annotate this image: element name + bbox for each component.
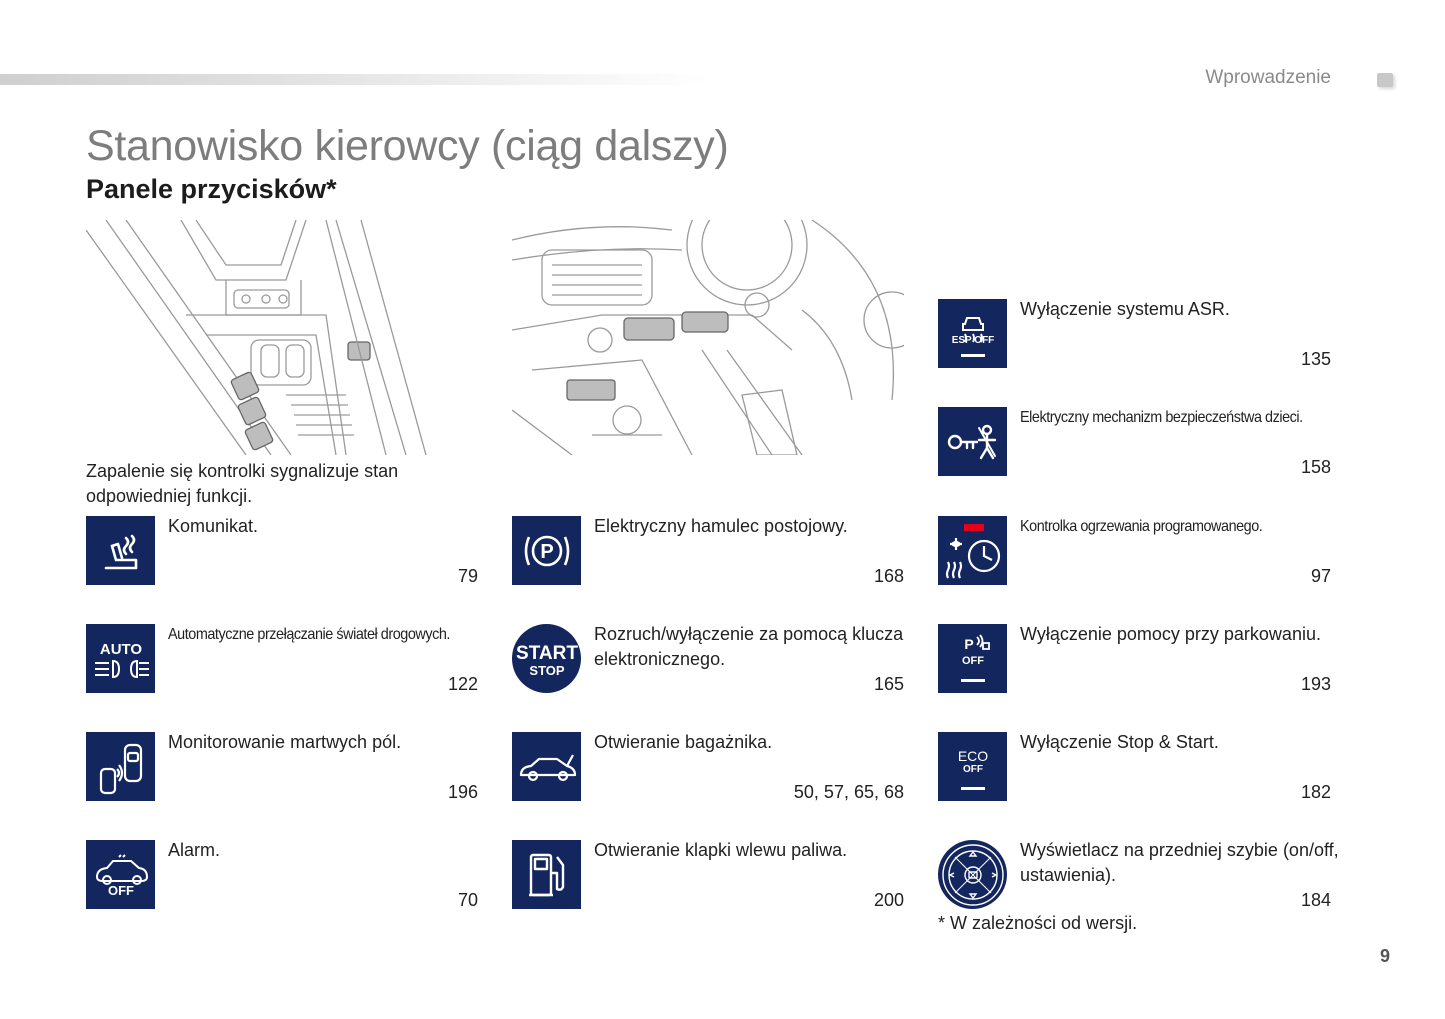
svg-text:START: START [515, 642, 578, 664]
svg-text:OFF: OFF [962, 763, 983, 775]
page-reference: 184 [1300, 890, 1331, 910]
head-up-display-icon [938, 840, 1007, 909]
header-gradient-bar [0, 74, 710, 85]
entry-programmable-heating [938, 516, 1331, 588]
svg-text:OFF: OFF [107, 882, 134, 897]
alarm-off-icon [86, 840, 155, 909]
entry-label: Wyświetlacz na przedniej szybie (on/off, ustawienia). [1020, 840, 1339, 885]
page-reference: 168 [873, 566, 904, 586]
page-reference: 193 [1300, 674, 1331, 694]
footnote: * W zależności od wersji. [938, 913, 1138, 933]
entry-start-stop [512, 624, 904, 696]
entry-label: Wyłączenie pomocy przy parkowaniu. [1020, 624, 1321, 644]
svg-text:ESP OFF: ESP OFF [951, 334, 994, 346]
page-reference: 158 [1300, 457, 1331, 477]
intro-text: Zapalenie się kontrolki sygnalizuje stan odpowiedniej funkcji. [86, 461, 399, 506]
page-reference: 70 [457, 890, 478, 910]
entry-label: Komunikat. [168, 516, 259, 536]
child-lock-icon [938, 407, 1007, 476]
page-reference: 182 [1300, 782, 1331, 802]
entry-blind-spot [86, 732, 478, 804]
svg-text:P: P [963, 635, 974, 652]
fuel-flap-icon [512, 840, 581, 909]
entry-esp-off [938, 299, 1331, 371]
svg-text:ECO: ECO [957, 747, 988, 764]
page-reference: 196 [447, 782, 478, 802]
blind-spot-icon [86, 732, 155, 801]
svg-text:OFF: OFF [961, 654, 984, 667]
entry-label: Wyłączenie Stop & Start. [1020, 732, 1219, 752]
entry-label: Wyłączenie systemu ASR. [1020, 299, 1230, 319]
page-title: Stanowisko kierowcy (ciąg dalszy) [86, 122, 729, 170]
entry-auto-high-beam [86, 624, 478, 696]
page-reference: 122 [447, 674, 478, 694]
entry-label: Kontrolka ogrzewania programowanego. [1020, 518, 1263, 535]
page-reference: 79 [457, 566, 478, 586]
page-number: 9 [1380, 946, 1391, 966]
entry-eco-off [938, 732, 1331, 804]
page-reference: 50, 57, 65, 68 [793, 782, 904, 802]
seat-massage-icon [86, 516, 155, 585]
programmable-heating-icon [938, 516, 1007, 585]
entry-label: Otwieranie klapki wlewu paliwa. [594, 840, 848, 860]
entry-parking-brake [512, 516, 904, 588]
start-stop-button-icon [512, 624, 581, 693]
entry-park-assist-off [938, 624, 1331, 696]
page-subtitle: Panele przycisków* [86, 174, 337, 204]
park-assist-off-icon [938, 624, 1007, 693]
entry-label: Automatyczne przełączanie świateł drogowych. [168, 626, 450, 643]
svg-text:P: P [539, 540, 554, 563]
svg-text:STOP: STOP [528, 662, 565, 678]
entry-fuel-flap [512, 840, 904, 912]
section-tab-marker [1377, 73, 1393, 87]
entry-child-lock [938, 407, 1331, 479]
entry-label: Otwieranie bagażnika. [594, 732, 773, 752]
entry-alarm [86, 840, 478, 912]
parking-brake-icon [512, 516, 581, 585]
section-label: Wprowadzenie [1205, 67, 1331, 88]
auto-high-beam-icon [86, 624, 155, 693]
trunk-open-icon [512, 732, 581, 801]
svg-text:AUTO: AUTO [99, 640, 142, 658]
page-reference: 165 [873, 674, 904, 694]
entry-label: Alarm. [168, 840, 221, 860]
page-reference: 97 [1310, 566, 1331, 586]
page-reference: 135 [1300, 349, 1331, 369]
entry-message [86, 516, 478, 588]
entry-label: Elektryczny mechanizm bezpieczeństwa dzieci. [1020, 409, 1303, 426]
esp-off-icon [938, 299, 1007, 368]
eco-off-icon [938, 732, 1007, 801]
entry-label: Monitorowanie martwych pól. [168, 732, 402, 752]
entry-label: Elektryczny hamulec postojowy. [594, 516, 848, 536]
entry-label: Rozruch/wyłączenie za pomocą klucza elektronicznego. [594, 624, 904, 669]
entry-head-up-display [938, 840, 1339, 912]
page-reference: 200 [873, 890, 904, 910]
center-console-illustration [86, 220, 441, 455]
entry-trunk [512, 732, 904, 804]
dashboard-illustration [512, 220, 904, 455]
